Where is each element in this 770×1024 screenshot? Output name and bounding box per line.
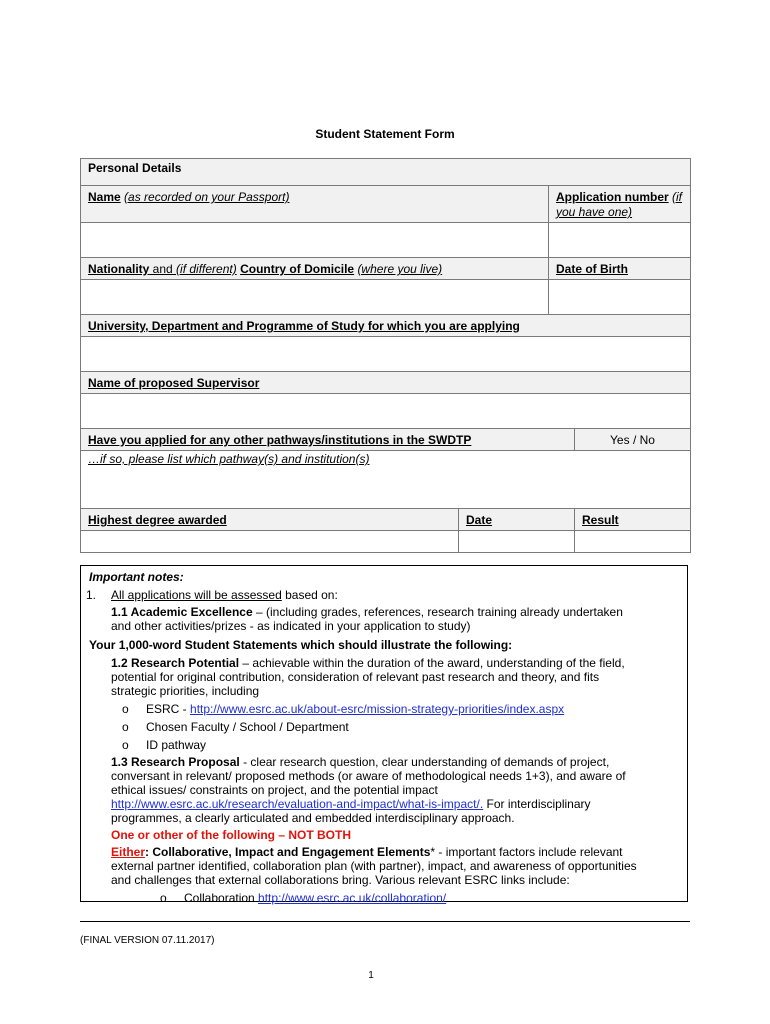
bullet-esrc (146, 702, 564, 716)
esrc-impact-link[interactable]: http://www.esrc.ac.uk/research/evaluation-and-impact/what-is-impact/. (111, 797, 484, 811)
either-label: Either (111, 845, 146, 859)
result-header-cell (575, 509, 691, 531)
dob-label: Date of Birth (556, 262, 628, 276)
section-1-2-text1: – achievable within the duration of the award, understanding of the field, (239, 656, 625, 670)
bullet-faculty: Chosen Faculty / School / Department (146, 720, 349, 734)
version-footer: (FINAL VERSION 07.11.2017) (80, 935, 215, 946)
collab-heading: : Collaborative, Impact and Engagement Elements (145, 845, 431, 859)
collab-line3: and challenges that external collaborations bring. Various relevant ESRC links include: (111, 873, 570, 887)
bullet-collaboration (184, 891, 446, 905)
section-1-3-heading: 1.3 Research Proposal (111, 755, 240, 769)
nationality-label: Nationality (88, 262, 150, 276)
appnum-field[interactable] (549, 223, 691, 258)
date-field[interactable] (459, 531, 575, 553)
degree-field[interactable] (81, 531, 459, 553)
yes-no-text: Yes / No (610, 433, 655, 447)
note-1-rest: based on: (281, 588, 338, 602)
if-so-hint: …if so, please list which pathway(s) and institution(s) (88, 452, 370, 466)
section-1-3-line2: conversant in relevant/ proposed methods (or aware of methodological needs 1+3), and aware of (111, 769, 626, 783)
section-1-1-heading: 1.1 Academic Excellence (111, 605, 253, 619)
bullet-pathway: ID pathway (146, 738, 207, 752)
name-label: Name (88, 190, 121, 204)
personal-details-label: Personal Details (88, 161, 182, 175)
nationality-field[interactable] (81, 280, 549, 315)
date-label: Date (466, 513, 493, 527)
bullet-marker: o (160, 891, 167, 905)
section-1-3-text4: For interdisciplinary (483, 797, 591, 811)
note-1-line (111, 588, 338, 602)
note-1-underlined: All applications will be assessed (111, 588, 282, 602)
result-field[interactable] (575, 531, 691, 553)
university-header-cell (81, 315, 691, 337)
university-label: University, Department and Programme of Study for which you are applying (88, 319, 520, 333)
degree-header-cell (81, 509, 459, 531)
degree-label: Highest degree awarded (88, 513, 227, 527)
section-1-1-line1 (111, 605, 623, 619)
bullet-marker: o (122, 702, 129, 716)
collab-text1: * - important factors include relevant (430, 845, 623, 859)
personal-details-header (81, 159, 691, 186)
appnum-header-cell (549, 186, 691, 223)
yes-no-cell[interactable] (575, 429, 691, 451)
not-both-warning: One or other of the following – NOT BOTH (111, 828, 351, 842)
dob-header-cell (549, 258, 691, 280)
footer-divider (80, 921, 690, 922)
note-1-number: 1. (86, 588, 97, 602)
bullet-marker: o (122, 738, 129, 752)
where-live-text: (where you live) (357, 262, 443, 276)
section-1-2-line2: potential for original contribution, consideration of relevant past research and theory, and fits (111, 670, 600, 684)
and-text: and (149, 262, 177, 276)
student-details-table (80, 158, 691, 553)
pathways-list-field[interactable] (81, 451, 691, 509)
if-different-text: (if different) (176, 262, 237, 276)
name-field[interactable] (81, 223, 549, 258)
important-notes-box (80, 565, 688, 905)
section-1-1-text1: – (including grades, references, research training already undertaken (252, 605, 623, 619)
supervisor-header-cell (81, 372, 691, 394)
nationality-header-cell (81, 258, 549, 280)
section-1-1-line2: and other activities/prizes - as indicated in your application to study) (111, 619, 471, 633)
section-1-3-line4 (111, 797, 591, 811)
section-1-3-line5: programmes, a clearly articulated and embedded interdisciplinary approach. (111, 811, 515, 825)
statement-heading: Your 1,000-word Student Statements which should illustrate the following: (89, 638, 513, 652)
esrc-priorities-link[interactable]: http://www.esrc.ac.uk/about-esrc/mission-strategy-priorities/index.aspx (190, 702, 565, 716)
section-1-3-line3: ethical issues/ constraints on project, and the potential impact (111, 783, 438, 797)
form-title: Student Statement Form (315, 127, 455, 141)
collab-line2: external partner identified, collaboration plan (with partner), impact, and awareness of opportunities (111, 859, 637, 873)
bullet-marker: o (122, 720, 129, 734)
section-1-2-line3: strategic priorities, including (111, 684, 260, 698)
other-pathways-label: Have you applied for any other pathways/institutions in the SWDTP (88, 433, 472, 447)
result-label: Result (582, 513, 619, 527)
esrc-collaboration-link[interactable]: http://www.esrc.ac.uk/collaboration/ (258, 891, 447, 905)
bullet-esrc-text: ESRC - (146, 702, 191, 716)
other-pathways-header-cell (81, 429, 575, 451)
section-1-2-heading: 1.2 Research Potential (111, 656, 240, 670)
bullet-collaboration-text: Collaboration (184, 891, 259, 905)
section-1-3-line1 (111, 755, 609, 769)
collab-line1 (111, 845, 623, 859)
section-1-3-text1: - clear research question, clear understanding of demands of project, (239, 755, 610, 769)
appnum-label: Application number (556, 190, 669, 204)
section-1-2-line1 (111, 656, 625, 670)
university-field[interactable] (81, 337, 691, 372)
appnum-hint: (if you have one) (556, 190, 683, 219)
dob-field[interactable] (549, 280, 691, 315)
notes-heading: Important notes: (89, 570, 184, 584)
domicile-label: Country of Domicile (240, 262, 355, 276)
name-hint: (as recorded on your Passport) (124, 190, 290, 204)
name-header-cell (81, 186, 549, 223)
date-header-cell (459, 509, 575, 531)
page-number: 1 (368, 970, 374, 981)
supervisor-field[interactable] (81, 394, 691, 429)
supervisor-label: Name of proposed Supervisor (88, 376, 260, 390)
